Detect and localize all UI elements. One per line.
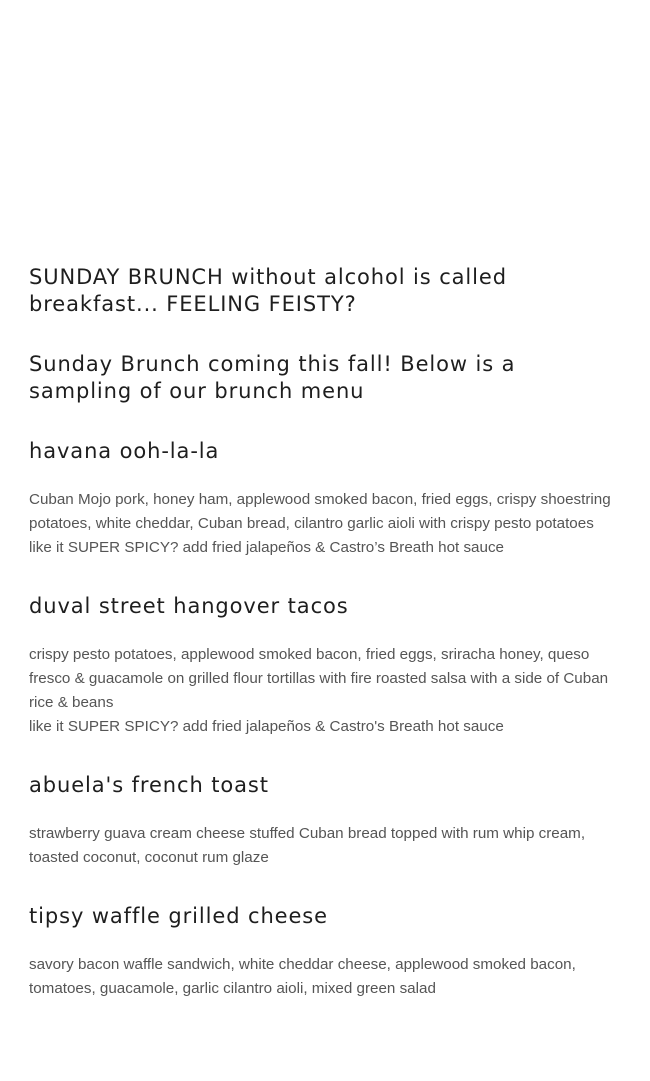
menu-item-extra-text: like it SUPER SPICY? add fried jalapeños & Castro’s Breath hot sauce xyxy=(29,539,504,556)
menu-item-title: tipsy waffle grilled cheese xyxy=(29,904,328,928)
brunch-menu-page xyxy=(29,264,624,1034)
menu-item-title: duval street hangover tacos xyxy=(29,594,349,618)
menu-item-description xyxy=(29,488,624,560)
menu-item xyxy=(29,772,624,870)
menu-item-description xyxy=(29,953,624,1001)
menu-item xyxy=(29,593,624,739)
menu-item-description-text: savory bacon waffle sandwich, white cheddar cheese, applewood smoked bacon, tomatoes, guacamole, garlic cilantro aioli, mixed green salad xyxy=(29,956,576,997)
menu-item-extra-text: like it SUPER SPICY? add fried jalapeños & Castro's Breath hot sauce xyxy=(29,718,504,735)
menu-item-title: abuela's french toast xyxy=(29,773,269,797)
menu-item-description xyxy=(29,643,624,739)
menu-item-description xyxy=(29,822,624,870)
menu-item-title: havana ooh-la-la xyxy=(29,439,220,463)
menu-item-extra-text: toasted coconut, coconut rum glaze xyxy=(29,849,269,866)
menu-item-description-text: crispy pesto potatoes, applewood smoked bacon, fried eggs, sriracha honey, queso fresco & guacamole on grilled flour tortillas with fire roasted salsa with a side of Cuban rice & beans xyxy=(29,646,609,711)
menu-item-description-text: strawberry guava cream cheese stuffed Cuban bread topped with rum whip cream, xyxy=(29,825,586,842)
intro-subheading: Sunday Brunch coming this fall! Below is a sampling of our brunch menu xyxy=(29,352,516,403)
menu-item xyxy=(29,438,624,560)
menu-item-description-text: Cuban Mojo pork, honey ham, applewood smoked bacon, fried eggs, crispy shoestring potatoes, white cheddar, Cuban bread, cilantro garlic aioli with crispy pesto potatoes xyxy=(29,491,611,532)
intro-heading: SUNDAY BRUNCH without alcohol is called breakfast... FEELING FEISTY? xyxy=(29,265,507,316)
menu-item xyxy=(29,903,624,1001)
